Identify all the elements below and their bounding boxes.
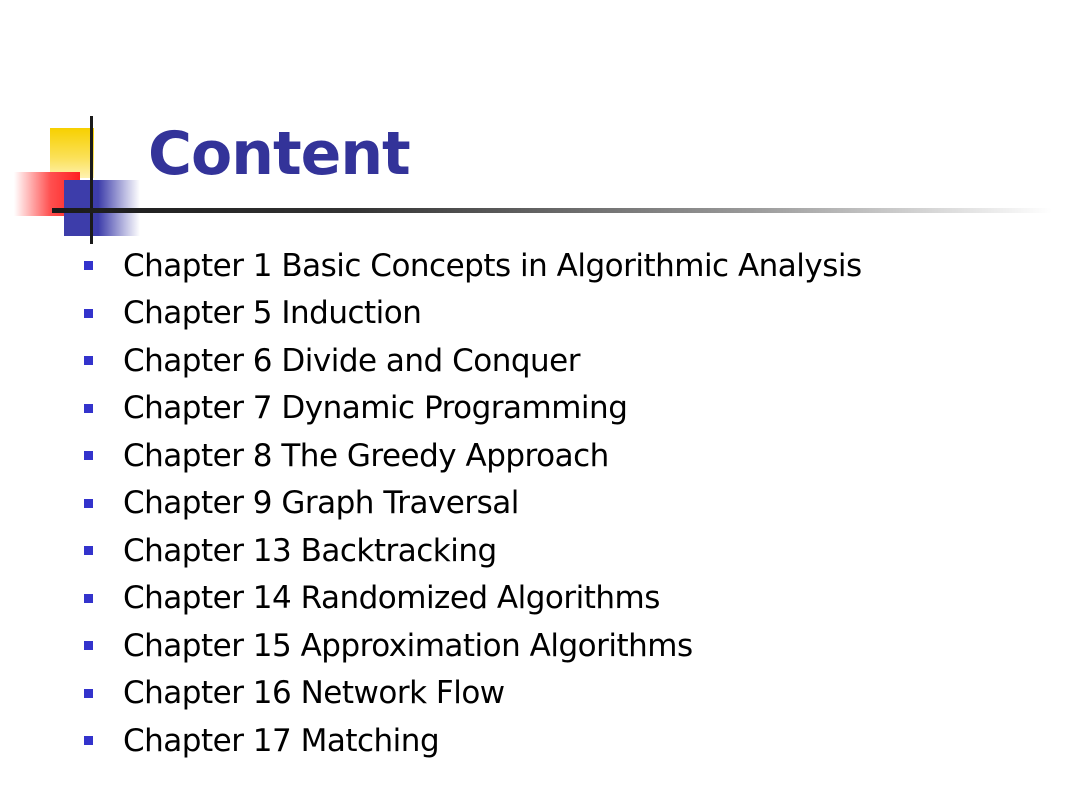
chapter-list-item xyxy=(84,242,862,290)
square-bullet-icon xyxy=(84,404,93,413)
chapter-list-item xyxy=(84,527,862,575)
square-bullet-icon xyxy=(84,451,93,460)
chapter-item-text: Chapter 9 Graph Traversal xyxy=(123,485,519,522)
square-bullet-icon xyxy=(84,499,93,508)
chapter-item-text: Chapter 13 Backtracking xyxy=(123,532,497,569)
chapter-list-item xyxy=(84,717,862,765)
chapter-item-text: Chapter 5 Induction xyxy=(123,295,422,332)
square-bullet-icon xyxy=(84,309,93,318)
chapter-list-item xyxy=(84,622,862,670)
logo-vertical-line xyxy=(90,116,93,244)
chapter-item-text: Chapter 14 Randomized Algorithms xyxy=(123,580,660,617)
chapter-list-item xyxy=(84,480,862,528)
square-bullet-icon xyxy=(84,356,93,365)
square-bullet-icon xyxy=(84,546,93,555)
logo-yellow-square xyxy=(50,128,94,178)
chapter-item-text: Chapter 16 Network Flow xyxy=(123,675,505,712)
chapter-list-item xyxy=(84,385,862,433)
slide-title: Content xyxy=(148,119,410,189)
chapter-list-item xyxy=(84,575,862,623)
square-bullet-icon xyxy=(84,641,93,650)
square-bullet-icon xyxy=(84,736,93,745)
square-bullet-icon xyxy=(84,594,93,603)
chapter-item-text: Chapter 8 The Greedy Approach xyxy=(123,437,609,474)
chapter-list-item xyxy=(84,432,862,480)
chapter-list-item xyxy=(84,670,862,718)
title-underline xyxy=(52,208,1052,213)
chapter-item-text: Chapter 1 Basic Concepts in Algorithmic Analysis xyxy=(123,247,862,284)
chapter-item-text: Chapter 6 Divide and Conquer xyxy=(123,342,580,379)
chapter-list-item xyxy=(84,290,862,338)
chapter-item-text: Chapter 15 Approximation Algorithms xyxy=(123,627,693,664)
chapter-list xyxy=(84,242,862,765)
chapter-list-item xyxy=(84,337,862,385)
chapter-item-text: Chapter 17 Matching xyxy=(123,722,440,759)
chapter-item-text: Chapter 7 Dynamic Programming xyxy=(123,390,628,427)
square-bullet-icon xyxy=(84,261,93,270)
square-bullet-icon xyxy=(84,689,93,698)
